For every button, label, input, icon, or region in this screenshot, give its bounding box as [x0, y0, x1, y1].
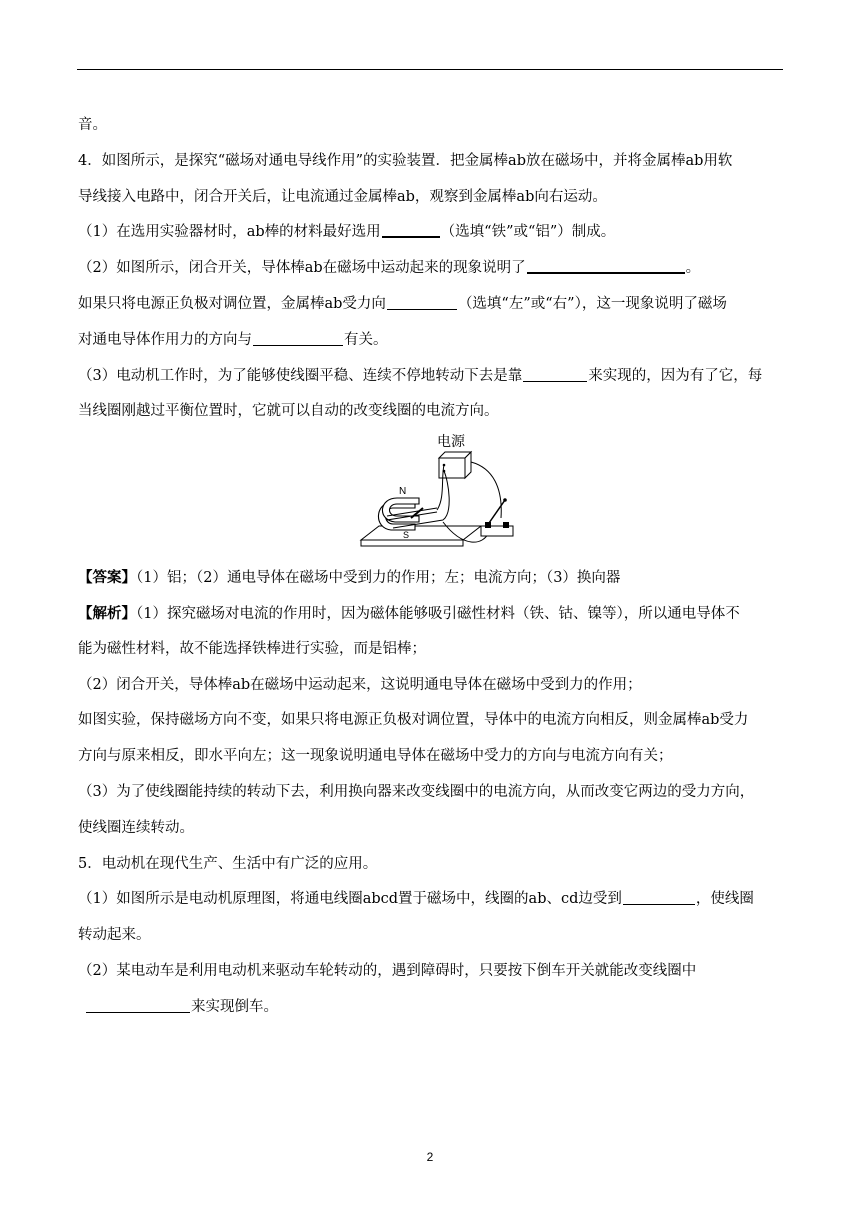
analysis-tag: 【解析】	[78, 604, 136, 622]
q4-stem-line-1: 4．如图所示，是探究“磁场对通电导线作用”的实验装置．把金属棒ab放在磁场中，并将金属棒ab用软	[78, 152, 733, 169]
q4-answer	[78, 560, 784, 596]
answer-tag: 【答案】	[78, 569, 136, 587]
q4-part-3-blank[interactable]	[523, 367, 587, 382]
q4-part-3-text-b: 来实现的，因为有了它，每	[588, 367, 763, 384]
q4-part-2-blank[interactable]	[527, 258, 685, 274]
q4-part-1-text-b: （选填“铁”或“铝”）制成。	[440, 224, 616, 241]
q5-stem: 5．电动机在现代生产、生活中有广泛的应用。	[78, 855, 378, 872]
base-board	[361, 526, 481, 546]
analysis-line-4: 如图实验，保持磁场方向不变，如果只将电源正负极对调位置，导体中的电流方向相反，则金属棒ab受力	[78, 712, 749, 729]
q4-part-2-cont-1	[78, 287, 784, 323]
motor-apparatus-diagram	[353, 428, 523, 554]
q4-part-2-cont-2-text-a: 对通电导体作用力的方向与	[78, 331, 252, 348]
q5-part-2-cont	[78, 990, 784, 1026]
q4-part-2-cont-1-text-a: 如果只将电源正负极对调位置，金属棒ab受力向	[78, 295, 386, 312]
q4-direction-blank[interactable]	[387, 295, 457, 310]
q4-part-3-text-a: （3）电动机工作时，为了能够使线圈平稳、连续不停地转动下去是靠	[78, 367, 523, 384]
q5-part-2-blank[interactable]	[86, 998, 190, 1013]
q4-part-3	[78, 359, 784, 395]
q4-stem-line-2: 导线接入电路中，闭合开关后，让电流通过金属棒ab，观察到金属棒ab向右运动。	[78, 188, 607, 205]
q5-part-1-blank[interactable]	[623, 890, 695, 905]
page-content	[78, 108, 784, 1026]
header-rule	[77, 69, 783, 70]
switch-icon	[481, 498, 513, 536]
analysis-line-7: 使线圈连续转动。	[78, 819, 194, 836]
page-number: 2	[426, 1150, 434, 1164]
q4-analysis-1	[78, 596, 784, 632]
q4-part-1	[78, 215, 784, 251]
analysis-line-3: （2）闭合开关，导体棒ab在磁场中运动起来，这说明通电导体在磁场中受到力的作用；	[78, 676, 642, 693]
q4-part-2-cont-1-text-b: （选填“左”或“右”），这一现象说明了磁场	[457, 295, 727, 312]
q4-part-2-cont-2-text-b: 有关。	[344, 331, 388, 348]
q5-part-2-text-b: 来实现倒车。	[191, 998, 278, 1015]
experiment-figure	[78, 430, 784, 560]
q5-part-1	[78, 882, 784, 918]
q4-part-3-cont: 当线圈刚越过平衡位置时，它就可以自动的改变线圈的电流方向。	[78, 403, 499, 420]
q4-part-2-text-b: 。	[685, 260, 701, 277]
q4-part-2-cont-2	[78, 323, 784, 359]
q5-part-1-text-b: ，使线圈	[695, 891, 754, 908]
analysis-line-1: （1）探究磁场对电流的作用时，因为磁体能够吸引磁性材料（铁、钴、镍等），所以通电导体不	[136, 605, 740, 622]
analysis-line-5: 方向与原来相反，即水平向左；这一现象说明通电导体在磁场中受力的方向与电流方向有关；	[78, 748, 673, 765]
q4-part-1-text-a: （1）在选用实验器材时，ab棒的材料最好选用	[78, 224, 381, 241]
previous-question-tail: 音。	[78, 117, 107, 133]
south-pole-label: S	[403, 530, 410, 541]
analysis-line-2: 能为磁性材料，故不能选择铁棒进行实验，而是铝棒；	[78, 640, 426, 657]
north-pole-label: N	[399, 486, 407, 498]
q4-factor-blank[interactable]	[253, 331, 343, 346]
q4-part-1-blank[interactable]	[382, 222, 440, 238]
q5-part-1-text-a: （1）如图所示是电动机原理图，将通电线圈abcd置于磁场中，线圈的ab、cd边受到	[78, 891, 622, 908]
q4-part-2-text-a: （2）如图所示，闭合开关，导体棒ab在磁场中运动起来的现象说明了	[78, 260, 526, 277]
q4-part-2	[78, 251, 784, 287]
q5-part-2: （2）某电动车是利用电动机来驱动车轮转动的，遇到障碍时，只要按下倒车开关就能改变线圈中	[78, 962, 697, 979]
q5-part-1-cont: 转动起来。	[78, 927, 151, 944]
answer-text: （1）铝；（2）通电导体在磁场中受到力的作用；左；电流方向；（3）换向器	[136, 570, 621, 587]
power-label: 电源	[437, 434, 465, 451]
analysis-line-6: （3）为了使线圈能持续的转动下去，利用换向器来改变线圈中的电流方向，从而改变它两边的受力方向，	[78, 783, 755, 800]
